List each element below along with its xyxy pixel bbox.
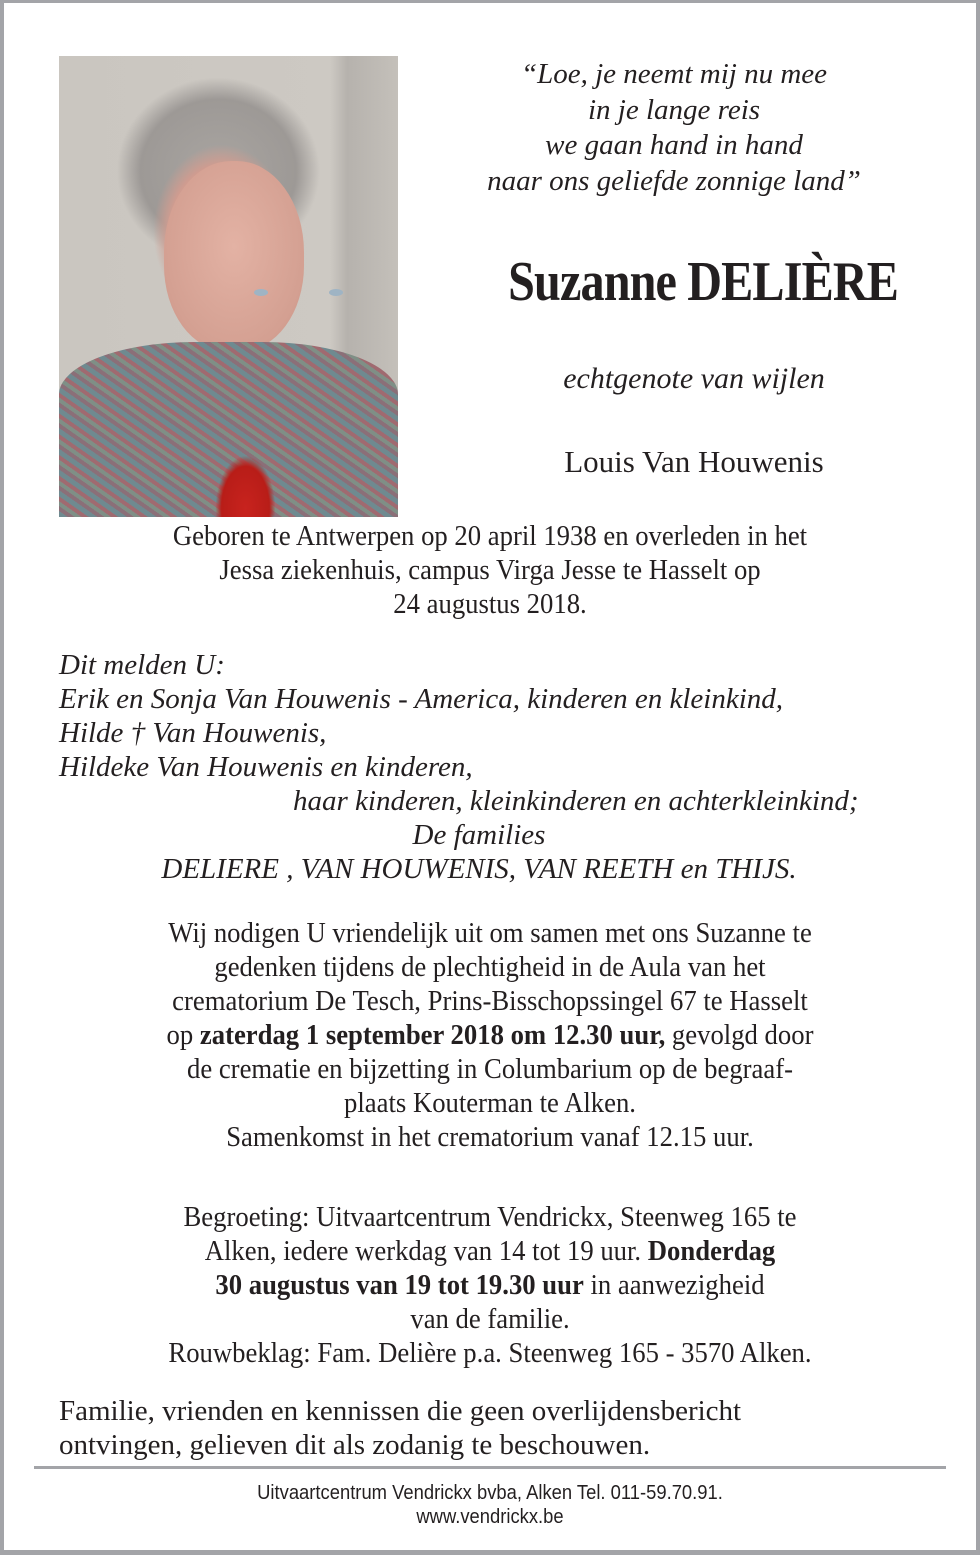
invitation-text: op <box>166 1019 200 1051</box>
funeral-home-footer <box>70 1481 909 1529</box>
invitation-line: de crematie en bijzetting in Columbarium op de begraaf- <box>186 1053 793 1085</box>
grandchildren-line: haar kinderen, kleinkinderen en achterkleinkind; <box>293 785 859 817</box>
closing-notice <box>59 1394 939 1462</box>
gathering-time: Samenkomst in het crematorium vanaf 12.15 uur. <box>226 1121 754 1153</box>
quote-line: in je lange reis <box>587 93 761 126</box>
birth-death-line: Geboren te Antwerpen op 20 april 1938 en overleden in het <box>172 520 808 552</box>
relative-line: Hildeke Van Houwenis en kinderen, <box>59 751 473 783</box>
quote-line: naar ons geliefde zonnige land” <box>487 164 861 197</box>
ceremony-date-time: zaterdag 1 september 2018 om 12.30 uur, <box>199 1019 666 1051</box>
announcement-section <box>59 648 939 886</box>
footer-divider <box>34 1466 946 1469</box>
photo-scarf-shape <box>59 342 398 517</box>
spouse-name: Louis Van Houwenis <box>564 444 824 479</box>
funeral-home-contact: Uitvaartcentrum Vendrickx bvba, Alken Tel. 011-59.70.91. <box>257 1482 723 1504</box>
visitation-highlight: Donderdag <box>647 1235 776 1267</box>
birth-death-line: 24 augustus 2018. <box>393 588 587 620</box>
quote-line: we gaan hand in hand <box>545 129 803 161</box>
quote-line: “Loe, je neemt mij nu mee <box>520 58 828 90</box>
obituary-page <box>4 3 976 1550</box>
families-label: De families <box>412 819 546 851</box>
visitation-details <box>70 1200 909 1370</box>
visitation-text: in aanwezigheid <box>583 1269 765 1301</box>
invitation-line: crematorium De Tesch, Prins-Bisschopssingel 67 te Hasselt <box>172 985 808 1017</box>
announcement-intro: Dit melden U: <box>59 649 225 681</box>
visitation-text: Alken, iedere werkdag van 14 tot 19 uur. <box>204 1235 648 1267</box>
closing-line: ontvingen, gelieven dit als zodanig te beschouwen. <box>59 1429 651 1461</box>
families-list: DELIERE , VAN HOUWENIS, VAN REETH en THIJS. <box>161 853 797 885</box>
invitation-line: Wij nodigen U vriendelijk uit om samen met ons Suzanne te <box>168 917 812 949</box>
memorial-quote <box>424 57 924 199</box>
portrait-photo <box>59 56 398 517</box>
visitation-line: Begroeting: Uitvaartcentrum Vendrickx, Steenweg 165 te <box>183 1201 797 1233</box>
visitation-line: van de familie. <box>410 1303 570 1335</box>
invitation-text: gevolgd door <box>665 1019 814 1051</box>
birth-death-details <box>70 519 909 621</box>
photo-eye-shape <box>254 289 268 296</box>
visitation-highlight: 30 augustus van 19 tot 19.30 uur <box>215 1269 584 1301</box>
invitation-line: gedenken tijdens de plechtigheid in de Aula van het <box>214 951 766 983</box>
closing-line: Familie, vrienden en kennissen die geen overlijdensbericht <box>59 1395 742 1427</box>
funeral-home-website[interactable]: www.vendrickx.be <box>416 1506 564 1528</box>
relative-line: Hilde † Van Houwenis, <box>59 717 327 749</box>
relative-line: Erik en Sonja Van Houwenis - America, kinderen en kleinkind, <box>59 683 784 715</box>
ceremony-invitation <box>70 916 909 1154</box>
relation-label: echtgenote van wijlen <box>563 362 825 395</box>
invitation-line: plaats Kouterman te Alken. <box>344 1087 636 1119</box>
visitation-line <box>70 1268 909 1302</box>
photo-face-shape <box>164 161 304 351</box>
birth-death-line: Jessa ziekenhuis, campus Virga Jesse te Hasselt op <box>219 554 761 586</box>
invitation-line <box>70 1018 909 1052</box>
photo-eye-shape <box>329 289 343 296</box>
condolence-address: Rouwbeklag: Fam. Delière p.a. Steenweg 165 - 3570 Alken. <box>168 1337 812 1369</box>
visitation-line <box>70 1234 909 1268</box>
deceased-name: Suzanne DELIÈRE <box>508 251 899 313</box>
